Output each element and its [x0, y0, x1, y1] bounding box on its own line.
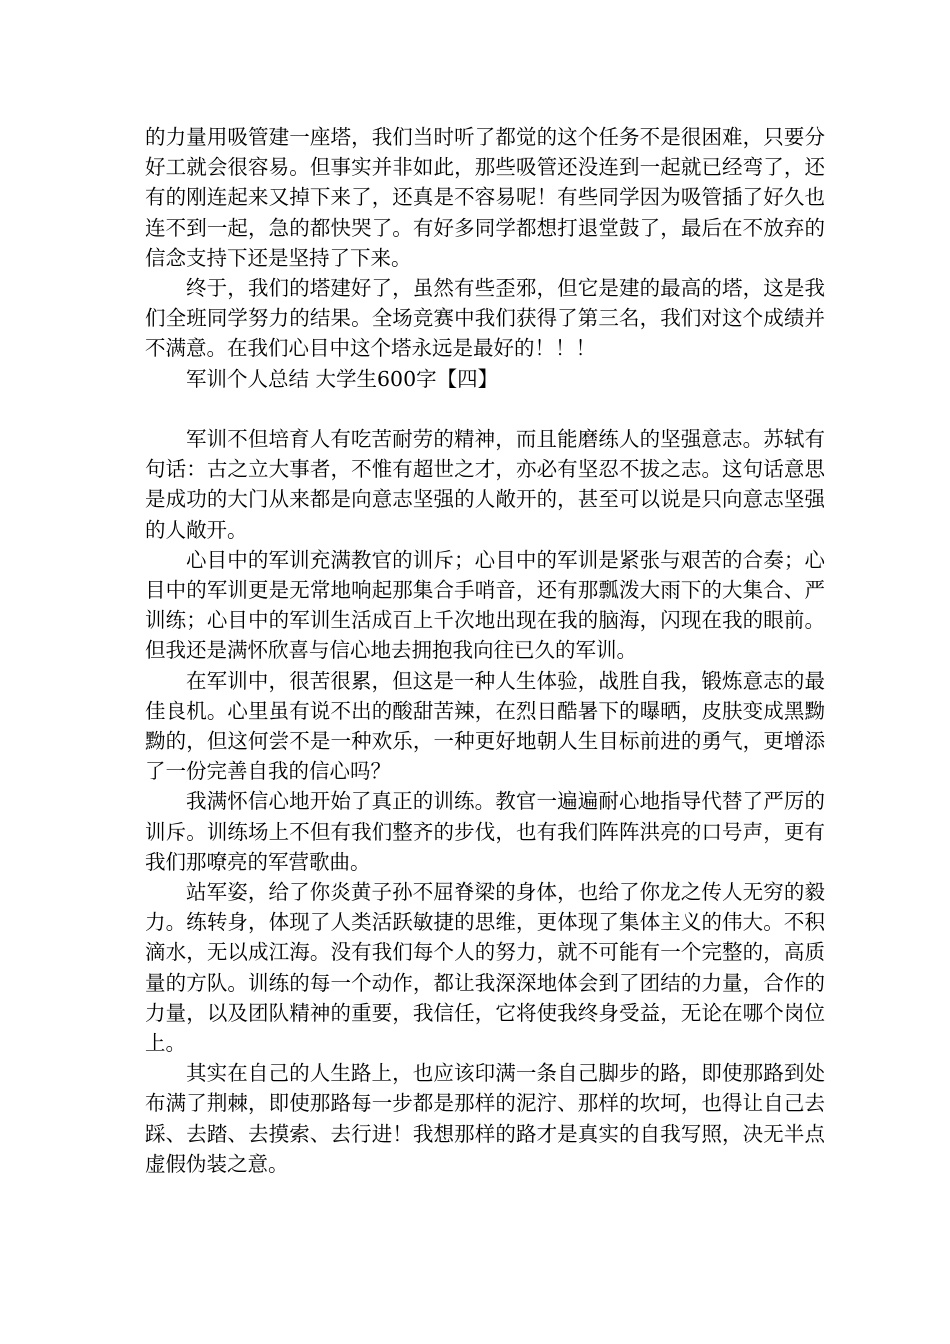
paragraph-posture: 站军姿，给了你炎黄子孙不屈脊梁的身体，也给了你龙之传人无穷的毅力。练转身，体现了人类活跃敏捷的思维，更体现了集体主义的伟大。不积滴水，无以成江海。没有我们每个人的努力，就不可能有一个完整的，高质量的方队。训练的每一个动作，都让我深深地体会到了团结的力量，合作的力量，以及团队精神的重要，我信任，它将使我终身受益，无论在哪个岗位上。 [145, 880, 825, 1056]
paragraph-will: 军训不但培育人有吃苦耐劳的精神，而且能磨练人的坚强意志。苏轼有句话：古之立大事者，不惟有超世之才，亦必有坚忍不拔之志。这句话意思是成功的大门从来都是向意志坚强的人敞开的，甚至可以说是只向意志坚强的人敞开。 [145, 427, 825, 542]
paragraph-imagined-training: 心目中的军训充满教官的训斥；心目中的军训是紧张与艰苦的合奏；心目中的军训更是无常地响起那集合手哨音，还有那瓢泼大雨下的大集合、严训练；心目中的军训生活成百上千次地出现在我的脑海，闪现在我的眼前。但我还是满怀欣喜与信心地去拥抱我向往已久的军训。 [145, 547, 825, 663]
paragraph-tower-result: 终于，我们的塔建好了，虽然有些歪邪，但它是建的最高的塔，这是我们全班同学努力的结果。全场竞赛中我们获得了第三名，我们对这个成绩并不满意。在我们心目中这个塔永远是最好的！！！ [145, 276, 825, 361]
paragraph-hardship: 在军训中，很苦很累，但这是一种人生体验，战胜自我，锻炼意志的最佳良机。心里虽有说不出的酸甜苦辣，在烈日酷暑下的曝晒，皮肤变成黑黝黝的，但这何尝不是一种欢乐，一种更好地朝人生目标前进的勇气，更增添了一份完善自我的信心吗？ [145, 668, 825, 784]
paragraph-real-training: 我满怀信心地开始了真正的训练。教官一遍遍耐心地指导代替了严厉的训斥。训练场上不但有我们整齐的步伐，也有我们阵阵洪亮的口号声，更有我们那嘹亮的军营歌曲。 [145, 789, 825, 874]
section-heading: 军训个人总结 大学生600字【四】 [186, 366, 499, 391]
blank-line [145, 394, 825, 424]
paragraph-continued: 的力量用吸管建一座塔，我们当时听了都觉的这个任务不是很困难，只要分好工就会很容易。但事实并非如此，那些吸管还没连到一起就已经弯了，还有的刚连起来又掉下来了，还真是不容易呢！有些同学因为吸管插了好久也连不到一起，急的都快哭了。有好多同学都想打退堂鼓了，最后在不放弃的信念支持下还是坚持了下来。 [145, 125, 825, 270]
document-page [145, 122, 825, 1179]
paragraph-life-path: 其实在自己的人生路上，也应该印满一条自己脚步的路，即使那路到处布满了荆棘，即使那路每一步都是那样的泥泞、那样的坎坷，也得让自己去踩、去踏、去摸索、去行进！我想那样的路才是真实的自我写照，决无半点虚假伪装之意。 [145, 1061, 825, 1176]
